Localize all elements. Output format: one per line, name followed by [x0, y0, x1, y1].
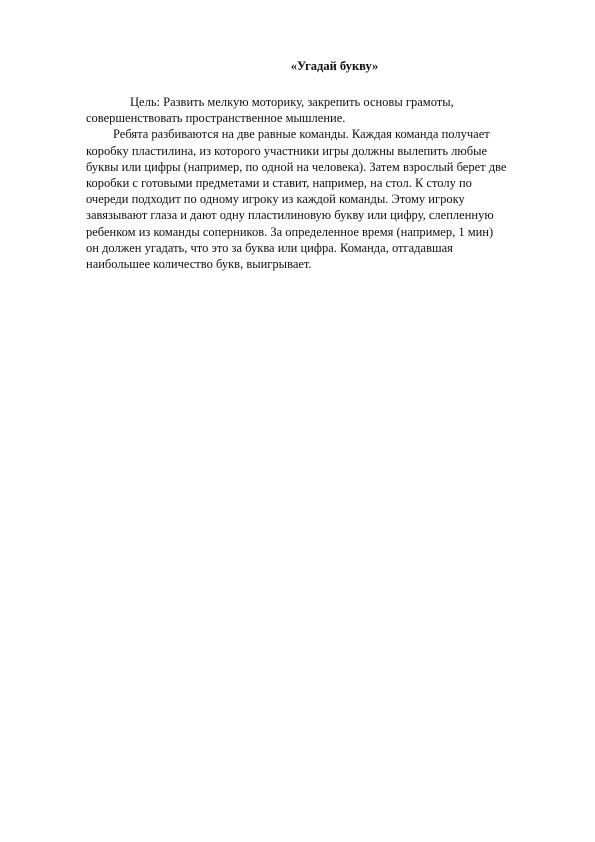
rules-line: буквы или цифры (например, по одной на человека). Затем взрослый берет две — [86, 159, 507, 174]
rules-line: очереди подходит по одному игроку из каждой команды. Этому игроку — [86, 192, 465, 207]
rules-line: завязывают глаза и дают одну пластилиновую букву или цифру, слепленную — [86, 208, 494, 223]
rules-line: он должен угадать, что это за буква или цифра. Команда, отгадавшая — [86, 240, 453, 255]
document-title: «Угадай букву» — [290, 59, 379, 73]
goal-line: совершенствовать пространственное мышление. — [86, 111, 346, 126]
rules-paragraph — [86, 126, 526, 272]
rules-line: Ребята разбиваются на две равные команды. Каждая команда получает — [113, 127, 490, 142]
goal-line: Цель: Развить мелкую моторику, закрепить основы грамоты, — [130, 95, 454, 109]
goal-paragraph — [86, 94, 526, 126]
rules-line: ребенком из команды соперников. За определенное время (например, 1 мин) — [86, 224, 494, 239]
rules-line: коробки с готовыми предметами и ставит, например, на стол. К столу по — [86, 176, 472, 191]
document-body — [86, 94, 526, 272]
rules-line: коробку пластилина, из которого участники игры должны вылепить любые — [86, 143, 488, 158]
rules-line: наибольшее количество букв, выигрывает. — [86, 257, 312, 272]
